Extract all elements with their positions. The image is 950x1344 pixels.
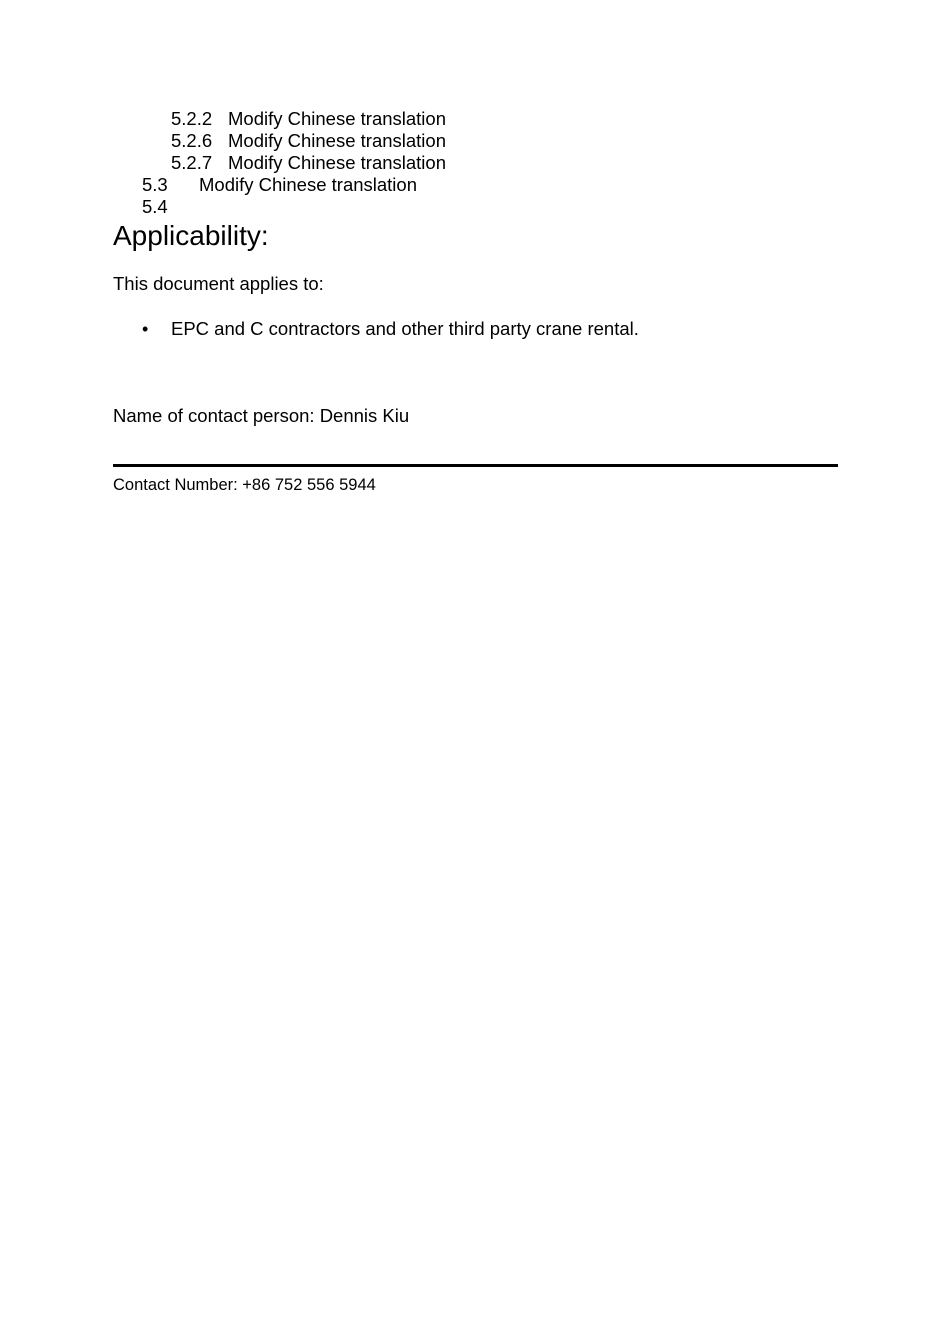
- toc-text: Modify Chinese translation: [228, 130, 446, 151]
- contact-number: Contact Number: +86 752 556 5944: [113, 476, 376, 494]
- divider-line: [113, 464, 838, 467]
- bullet-item: EPC and C contractors and other third party crane rental.: [171, 318, 639, 339]
- toc-number: 5.4: [142, 196, 168, 217]
- contact-name: Name of contact person: Dennis Kiu: [113, 405, 410, 426]
- bullet-icon: •: [142, 319, 149, 339]
- toc-text: Modify Chinese translation: [228, 108, 446, 129]
- intro-paragraph: This document applies to:: [113, 273, 324, 294]
- toc-text: Modify Chinese translation: [199, 174, 417, 195]
- toc-number: 5.2.7: [171, 152, 213, 173]
- toc-number: 5.2.2: [171, 108, 213, 129]
- toc-number: 5.3: [142, 174, 168, 195]
- section-heading: Applicability:: [113, 220, 269, 251]
- toc-number: 5.2.6: [171, 130, 213, 151]
- toc-text: Modify Chinese translation: [228, 152, 446, 173]
